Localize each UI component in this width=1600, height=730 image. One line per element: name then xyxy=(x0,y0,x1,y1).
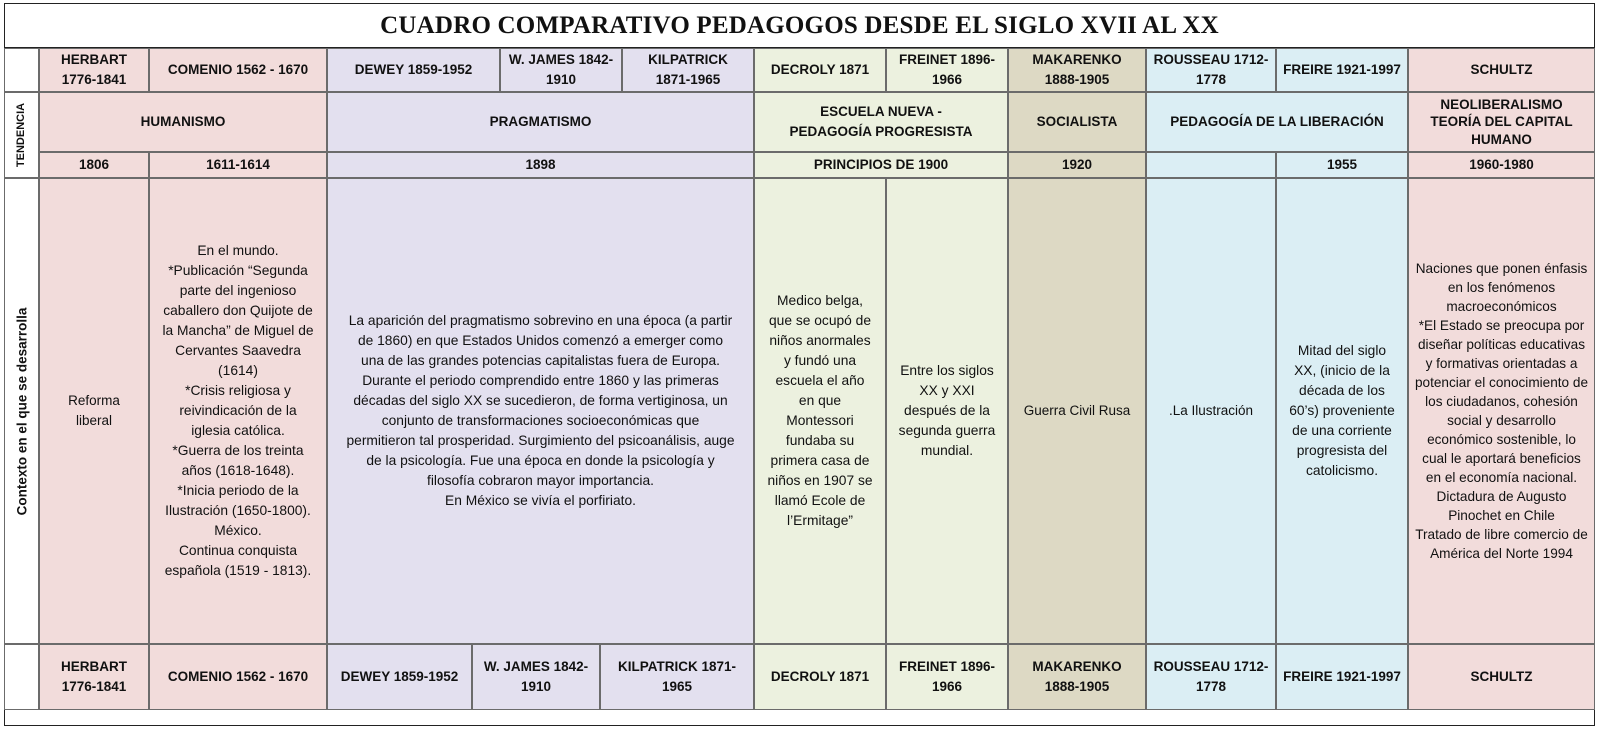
tendencia-liberacion: PEDAGOGÍA DE LA LIBERACIÓN xyxy=(1146,92,1408,152)
context-makarenko: Guerra Civil Rusa xyxy=(1008,178,1146,644)
context-decroly: Medico belga, que se ocupó de niños anormales y fundó una escuela el año en que Montessori fundaba su primera casa de niños en 1907 se llamó Ecole de l’Ermitage” xyxy=(754,178,886,644)
year-herbart: 1806 xyxy=(39,152,149,178)
context-rousseau: .La Ilustración xyxy=(1146,178,1276,644)
year-comenio: 1611-1614 xyxy=(149,152,327,178)
footer-herbart: HERBART 1776-1841 xyxy=(39,644,149,710)
year-escuela-nueva: PRINCIPIOS DE 1900 xyxy=(754,152,1008,178)
footer-freinet: FREINET 1896-1966 xyxy=(886,644,1008,710)
tendencia-humanismo: HUMANISMO xyxy=(39,92,327,152)
footer-freire: FREIRE 1921-1997 xyxy=(1276,644,1408,710)
header-w-james: W. JAMES 1842- 1910 xyxy=(500,48,622,92)
year-pragmatismo: 1898 xyxy=(327,152,754,178)
header-kilpatrick: KILPATRICK 1871-1965 xyxy=(622,48,754,92)
page-title: CUADRO COMPARATIVO PEDAGOGOS DESDE EL SIGLO XVII AL XX xyxy=(4,3,1595,48)
footer-rousseau: ROUSSEAU 1712-1778 xyxy=(1146,644,1276,710)
context-freire: Mitad del siglo XX, (inicio de la década de los 60’s) proveniente de una corriente progresista del catolicismo. xyxy=(1276,178,1408,644)
row-label-contexto: Contexto en el que se desarrolla xyxy=(4,178,39,644)
footer-dewey: DEWEY 1859-1952 xyxy=(327,644,472,710)
header-rousseau: ROUSSEAU 1712-1778 xyxy=(1146,48,1276,92)
footer-w-james: W. JAMES 1842-1910 xyxy=(472,644,600,710)
footer-kilpatrick: KILPATRICK 1871-1965 xyxy=(600,644,754,710)
header-schultz: SCHULTZ xyxy=(1408,48,1595,92)
header-decroly: DECROLY 1871 xyxy=(754,48,886,92)
context-pragmatismo: La aparición del pragmatismo sobrevino en una época (a partir de 1860) en que Estados Unidos comenzó a emerger como una de las grandes potencias capitalistas fuera de Europa. Durante el periodo comprendido entre 1860 y las primeras décadas del siglo XX se sucedieron, de forma vertiginosa, un conjunto de transformaciones socioeconómicas que permitieron tal prosperidad. Surgimiento del psicoanálisis, auge de la psicología. Fue una época en donde la psicología y filosofía cobraron mayor importancia. En México se vivía el porfiriato. xyxy=(327,178,754,644)
header-freire: FREIRE 1921-1997 xyxy=(1276,48,1408,92)
tendencia-neoliberalismo: NEOLIBERALISMO TEORÍA DEL CAPITAL HUMANO xyxy=(1408,92,1595,152)
header-dewey: DEWEY 1859-1952 xyxy=(327,48,500,92)
context-schultz: Naciones que ponen énfasis en los fenómenos macroeconómicos *El Estado se preocupa por diseñar políticas educativas y formativas orientadas a potenciar el conocimiento de los ciudadanos, cohesión social y desarrollo económico sostenible, lo cual le aportará beneficios en el economía nacional. Dictadura de Augusto Pinochet en Chile Tratado de libre comercio de América del Norte 1994 xyxy=(1408,178,1595,644)
header-makarenko: MAKARENKO 1888-1905 xyxy=(1008,48,1146,92)
context-freinet: Entre los siglos XX y XXI después de la segunda guerra mundial. xyxy=(886,178,1008,644)
tendencia-socialista: SOCIALISTA xyxy=(1008,92,1146,152)
context-comenio: En el mundo. *Publicación “Segunda parte del ingenioso caballero don Quijote de la Mancha” de Miguel de Cervantes Saavedra (1614) *Crisis religiosa y reivindicación de la iglesia católica. *Guerra de los treinta años (1618-1648). *Inicia periodo de la Ilustración (1650-1800). México. Continua conquista española (1519 - 1813). xyxy=(149,178,327,644)
year-makarenko: 1920 xyxy=(1008,152,1146,178)
year-rousseau xyxy=(1146,152,1276,178)
corner-cell-bottom xyxy=(4,644,39,710)
year-schultz: 1960-1980 xyxy=(1408,152,1595,178)
corner-cell xyxy=(4,48,39,92)
footer-makarenko: MAKARENKO 1888-1905 xyxy=(1008,644,1146,710)
year-freire: 1955 xyxy=(1276,152,1408,178)
row-label-tendencia: TENDENCIA xyxy=(4,92,39,178)
header-freinet: FREINET 1896-1966 xyxy=(886,48,1008,92)
tendencia-pragmatismo: PRAGMATISMO xyxy=(327,92,754,152)
header-herbart: HERBART 1776-1841 xyxy=(39,48,149,92)
tendencia-escuela-nueva: ESCUELA NUEVA -PEDAGOGÍA PROGRESISTA xyxy=(754,92,1008,152)
header-comenio: COMENIO 1562 - 1670 xyxy=(149,48,327,92)
footer-schultz: SCHULTZ xyxy=(1408,644,1595,710)
footer-comenio: COMENIO 1562 - 1670 xyxy=(149,644,327,710)
footer-decroly: DECROLY 1871 xyxy=(754,644,886,710)
context-herbart: Reforma liberal xyxy=(39,178,149,644)
